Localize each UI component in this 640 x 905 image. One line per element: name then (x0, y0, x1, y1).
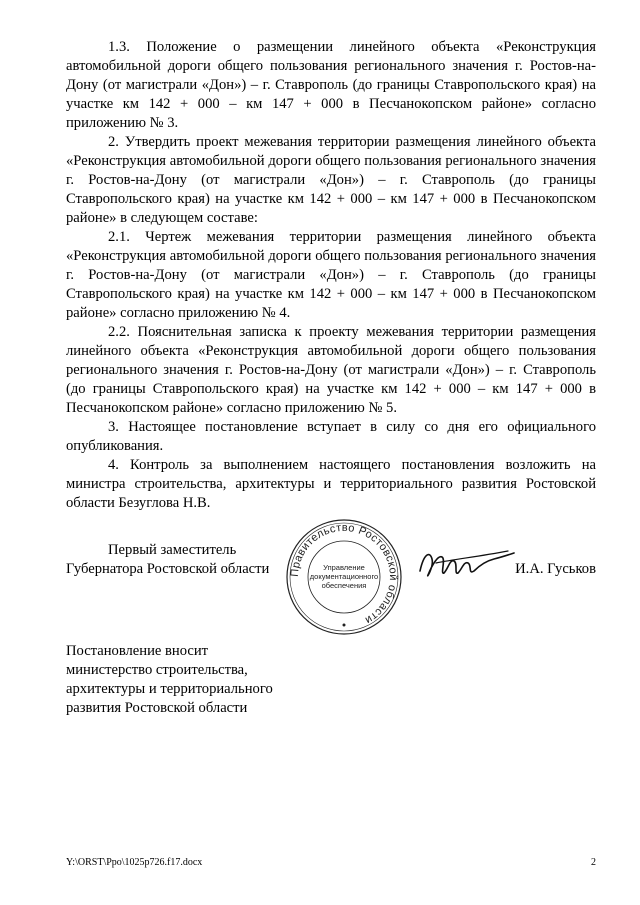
official-seal-stamp (284, 517, 404, 637)
paragraph-2-1: 2.1. Чертеж межевания территории размещения линейного объекта «Реконструкция автомобильной дороги общего пользования регионального значения г. Ростов-на-Дону (от магистрали «Дон») – г. Ставрополь (до границы Ставропольского края) на участке км 142 + 000 – км 147 + 000 в Песчанокопском районе» согласно приложению № 4. (66, 229, 596, 321)
submitter-line-4: развития Ростовской области (66, 700, 248, 716)
paragraph-3: 3. Настоящее постановление вступает в силу со дня его официального опубликования. (66, 419, 596, 454)
submitter-line-2: министерство строительства, (66, 662, 248, 678)
submitter-line-1: Постановление вносит (66, 643, 209, 659)
paragraph-2-2: 2.2. Пояснительная записка к проекту межевания территории размещения линейного объекта «Реконструкция автомобильной дороги общего пользования регионального значения г. Ростов-на-Дону (от магистрали «Дон») – г. Ставрополь (до границы Ставропольского края) на участке км 142 + 000 – км 147 + 000 в Песчанокопском районе» согласно приложению № 5. (66, 324, 596, 416)
signatory-title (66, 541, 269, 579)
footer-file-path: Y:\ORST\Ppo\1025p726.f17.docx (66, 857, 203, 868)
signature-block (66, 521, 596, 651)
handwritten-signature (416, 545, 516, 585)
signatory-title-line-2: Губернатора Ростовской области (66, 561, 270, 577)
paragraph-1-3: 1.3. Положение о размещении линейного объекта «Реконструкция автомобильной дороги общего пользования регионального значения г. Ростов-на-Дону (от магистрали «Дон») – г. Ставрополь (до границы Ставропольского края) на участке км 142 + 000 – км 147 + 000 в Песчанокопском районе» согласно приложению № 3. (66, 39, 596, 131)
submitter-line-3: архитектуры и территориального (66, 681, 273, 697)
seal-inner-line-1: Управление (323, 563, 365, 572)
signatory-title-line-1: Первый заместитель (108, 542, 237, 558)
seal-outer-text: Правительство Ростовской области (288, 521, 400, 627)
footer-page-number: 2 (591, 857, 596, 868)
paragraph-4: 4. Контроль за выполнением настоящего постановления возложить на министра строительства, архитектуры и территориального развития Ростовской области Безуглова Н.В. (66, 457, 596, 511)
paragraph-2: 2. Утвердить проект межевания территории размещения линейного объекта «Реконструкция автомобильной дороги общего пользования регионального значения г. Ростов-на-Дону (от магистрали «Дон») – г. Ставрополь (до границы Ставропольского края) на участке км 142 + 000 – км 147 + 000 в Песчанокопском районе» в следующем составе: (66, 134, 596, 226)
seal-inner-line-2: документационного (309, 572, 379, 581)
seal-inner-line-3: обеспечения (321, 581, 367, 590)
signatory-name: И.А. Гуськов (515, 561, 596, 577)
document-body (66, 38, 596, 513)
submitting-authority (66, 642, 273, 718)
